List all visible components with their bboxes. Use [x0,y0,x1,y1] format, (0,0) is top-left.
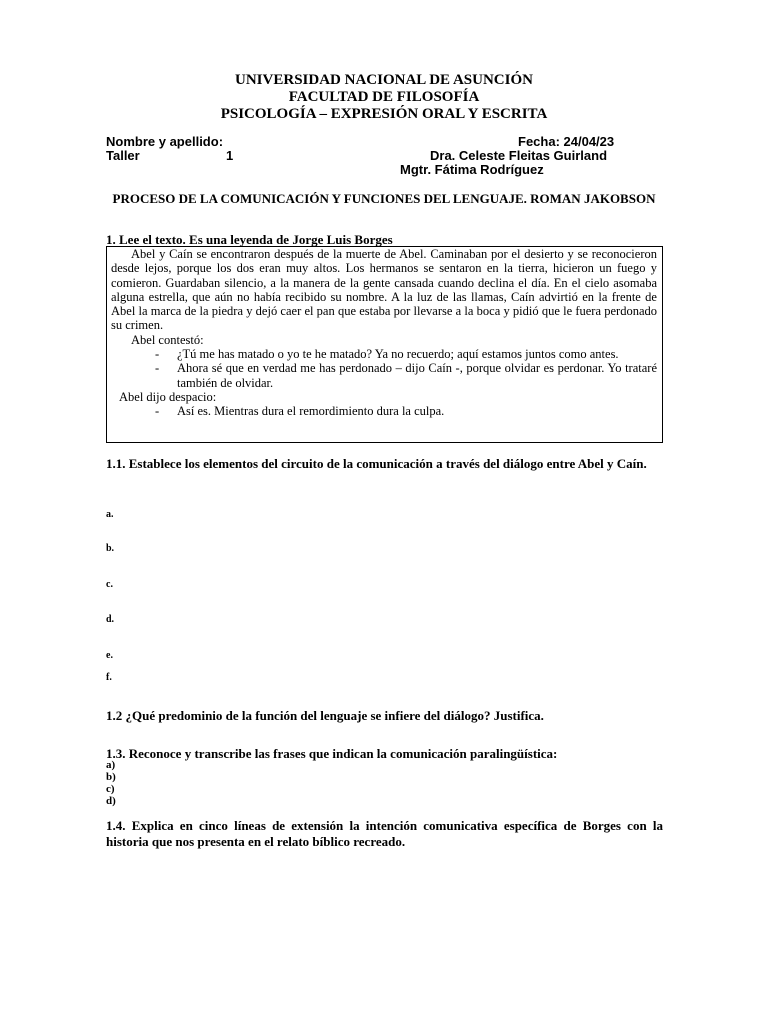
question-1-1: 1.1. Establece los elementos del circuito de la comunicación a través del diálogo entre Abel y Caín. [106,456,647,471]
answer-c: c. [106,579,113,590]
answer-b: b. [106,543,115,554]
date-label: Fecha: 24/04/23 [518,134,615,149]
dialogue-line-3: - Así es. Mientras dura el remordimiento dura la culpa. [111,404,657,418]
answer-e: e. [106,650,113,661]
abel-intro: Abel contestó: [131,332,204,347]
answer-d: d. [106,614,115,625]
paralinguistic-d: d) [106,795,116,807]
worksheet-title: PROCESO DE LA COMUNICACIÓN Y FUNCIONES DEL LENGUAJE. ROMAN JAKOBSON [112,191,656,206]
question-1: 1. Lee el texto. Es una leyenda de Jorge Luis Borges [106,232,393,247]
paralinguistic-a: a) [106,759,116,771]
story-box [106,246,663,443]
answer-f: f. [106,672,112,683]
question-1-4: 1.4. Explica en cinco líneas de extensión la intención comunicativa específica de Borges con la historia que nos presenta en el relato bíblico recreado. [106,818,663,849]
question-1-2: 1.2 ¿Qué predominio de la función del lenguaje se infiere del diálogo? Justifica. [106,708,544,723]
name-label: Nombre y apellido: [106,134,224,149]
paralinguistic-c: c) [106,783,115,795]
teacher-1: Dra. Celeste Fleitas Guirland [430,148,608,163]
university-name: UNIVERSIDAD NACIONAL DE ASUNCIÓN [235,72,533,88]
faculty-name: FACULTAD DE FILOSOFÍA [288,89,480,105]
teacher-2: Mgtr. Fátima Rodríguez [400,162,544,177]
answer-a: a. [106,509,114,520]
course-name: PSICOLOGÍA – EXPRESIÓN ORAL Y ESCRITA [220,106,548,122]
paralinguistic-b: b) [106,771,116,783]
abel-intro-2: Abel dijo despacio: [119,389,217,404]
taller-label: Taller [106,148,140,163]
story-paragraph: Abel y Caín se encontraron después de la muerte de Abel. Caminaban por el desierto y se reconocieron desde lejos, porque los dos eran muy altos. Los hermanos se sentaron en la tierra, hicieron un fuego y comieron. Guardaban silencio, a la manera de la gente cansada cuando declina el día. En el cielo asomaba alguna estrella, que aún no había recibido su nombre. A la luz de las llamas, Caín advirtió en la frente de Abel la marca de la piedra y dejó caer el pan que estaba por llevarse a la boca y pidió que le fuera perdonado su crimen. [111,247,657,333]
taller-number: 1 [226,148,234,163]
question-1-3: 1.3. Reconoce y transcribe las frases que indican la comunicación paralingüística: [106,746,558,761]
document-header [0,72,768,123]
dialogue-line-2: - Ahora sé que en verdad me has perdonado – dijo Caín -, porque olvidar es perdonar. Yo trataré también de olvidar. [111,361,657,390]
dialogue-line-1: - ¿Tú me has matado o yo te he matado? Ya no recuerdo; aquí estamos juntos como antes. [111,347,657,361]
